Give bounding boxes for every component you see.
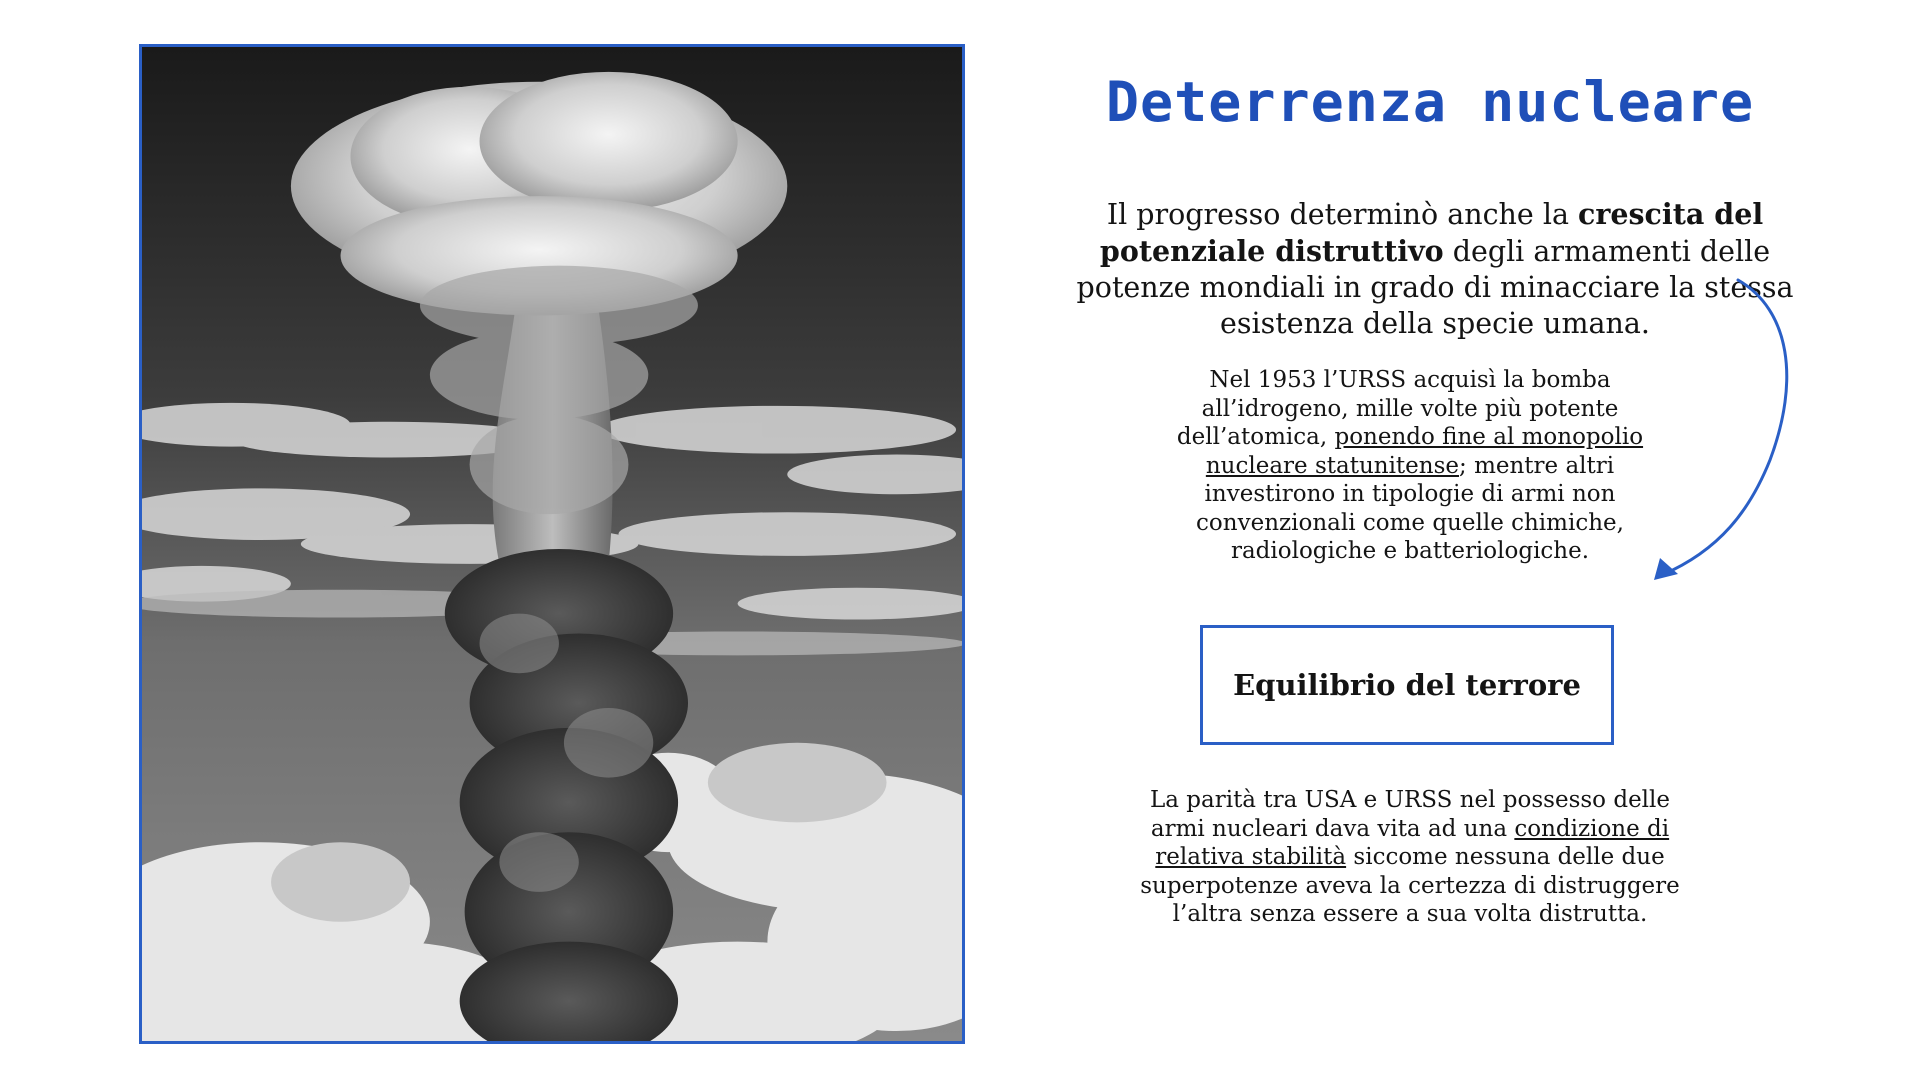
para2-text-start: La parità tra USA e URSS nel possesso delle armi nucleari dava vita ad una [1149, 787, 1670, 842]
intro-bold-text: crescita del potenziale distruttivo [1099, 197, 1764, 268]
para1-underlined-text: ponendo fine al monopolio nucleare statunitense [1205, 424, 1644, 479]
mushroom-cloud-photo [139, 44, 965, 1044]
box-label: Equilibrio del terrore [1233, 668, 1581, 702]
curved-arrow-icon [1640, 270, 1800, 590]
intro-text-start: Il progresso determinò anche la [1106, 198, 1578, 231]
para2-underlined-text: condizione di relativa stabilità [1155, 815, 1670, 870]
hydrogen-bomb-paragraph [1160, 366, 1660, 566]
equilibrio-terrore-box [1200, 625, 1614, 745]
intro-text-end: degli armamenti delle potenze mondiali in grado di minacciare la stessa esistenza della specie umana. [1076, 235, 1794, 340]
mushroom-cloud-image [142, 47, 962, 1041]
stability-paragraph [1140, 786, 1680, 929]
page-title: Deterrenza nucleare [1105, 70, 1755, 134]
para1-text-start: Nel 1953 l’URSS acquisì la bomba all’idrogeno, mille volte più potente dell’atomica, [1176, 367, 1619, 450]
para1-text-end: ; mentre altri investirono in tipologie di armi non convenzionali come quelle chimiche, radiologiche e batteriologiche. [1196, 452, 1624, 564]
para2-text-end: siccome nessuna delle due superpotenze aveva la certezza di distruggere l’altra senza essere a sua volta distrutta. [1140, 844, 1680, 927]
